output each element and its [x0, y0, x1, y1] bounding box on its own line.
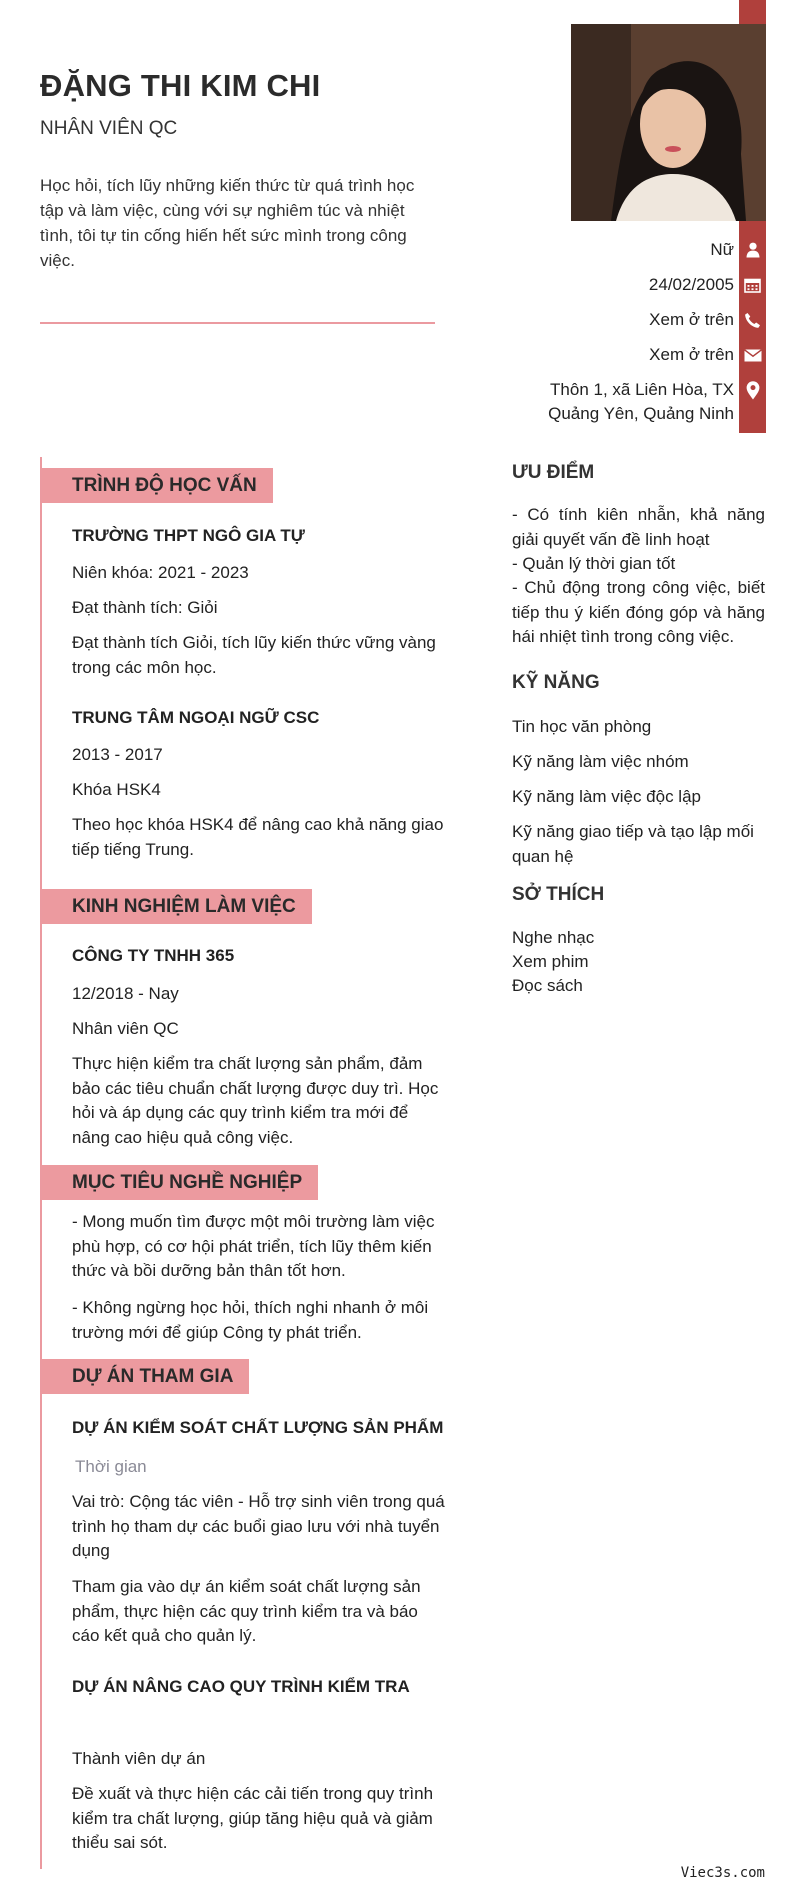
experience-desc: Thực hiện kiểm tra chất lượng sản phẩm, đảm bảo các tiêu chuẩn chất lượng được duy trì. Học hỏi và áp dụng các quy trình kiểm tra mới để nâng cao hiệu quả công việc.	[72, 1054, 439, 1147]
hobby-item: Đọc sách	[512, 976, 583, 995]
address-line-1: Thôn 1, xã Liên Hòa, TX	[550, 380, 734, 399]
header-divider	[40, 322, 435, 324]
summary-text: Học hỏi, tích lũy những kiến thức từ quá trình học tập và làm việc, cùng với sự nghiêm túc và nhiệt tình, tôi tự tin cống hiến hết sức mình trong công việc.	[40, 176, 415, 270]
project-role-2: Thành viên dự án	[72, 1749, 206, 1768]
profile-photo	[571, 24, 766, 221]
experience-company: CÔNG TY TNHH 365	[72, 946, 235, 965]
left-column-rule	[40, 457, 42, 1869]
project-name-2: DỰ ÁN NÂNG CAO QUY TRÌNH KIỂM TRA	[72, 1677, 410, 1696]
education-result-2: Khóa HSK4	[72, 780, 161, 799]
strengths-line-2: - Quản lý thời gian tốt	[512, 554, 676, 573]
skills-heading: KỸ NĂNG	[512, 672, 600, 693]
gender-value: Nữ	[710, 240, 734, 259]
strengths-line-3: - Chủ động trong công việc, biết tiếp thu ý kiến đóng góp và hăng hái nhiệt tình trong công việc.	[512, 578, 765, 646]
hobby-item: Xem phim	[512, 952, 589, 971]
project-desc-1: Tham gia vào dự án kiểm soát chất lượng sản phẩm, thực hiện các quy trình kiểm tra và báo cáo kết quả cho quản lý.	[72, 1577, 421, 1645]
education-school-1: TRƯỜNG THPT NGÔ GIA TỰ	[72, 526, 305, 545]
skill-item: Kỹ năng làm việc độc lập	[512, 787, 701, 806]
education-period-1: Niên khóa: 2021 - 2023	[72, 563, 249, 582]
email-value: Xem ở trên	[649, 345, 734, 364]
education-school-2: TRUNG TÂM NGOẠI NGỮ CSC	[72, 708, 320, 727]
skill-item: Tin học văn phòng	[512, 717, 652, 736]
strengths-line-1: - Có tính kiên nhẫn, khả năng giải quyết vấn đề linh hoạt	[512, 505, 765, 549]
job-title: NHÂN VIÊN QC	[40, 118, 178, 139]
experience-heading: KINH NGHIỆM LÀM VIỆC	[42, 889, 312, 924]
objective-line-1: - Mong muốn tìm được một môi trường làm việc phù hợp, có cơ hội phát triển, tích lũy thêm kiến thức và bồi dưỡng bản thân tốt hơn.	[72, 1212, 435, 1280]
person-icon	[739, 238, 766, 262]
candidate-name: ĐẶNG THI KIM CHI	[40, 68, 321, 103]
phone-icon	[739, 308, 766, 332]
experience-position: Nhân viên QC	[72, 1019, 179, 1038]
hobbies-heading: SỞ THÍCH	[512, 884, 605, 905]
birthday-value: 24/02/2005	[648, 275, 734, 294]
mail-icon	[739, 343, 766, 367]
objective-heading: MỤC TIÊU NGHỀ NGHIỆP	[42, 1165, 318, 1200]
strengths-heading: ƯU ĐIỂM	[512, 462, 595, 483]
project-time-1: Thời gian	[75, 1457, 147, 1476]
education-period-2: 2013 - 2017	[72, 745, 163, 764]
phone-value: Xem ở trên	[649, 310, 734, 329]
education-desc-1: Đạt thành tích Giỏi, tích lũy kiến thức vững vàng trong các môn học.	[72, 633, 436, 677]
projects-heading: DỰ ÁN THAM GIA	[42, 1359, 249, 1394]
project-role-1: Vai trò: Cộng tác viên - Hỗ trợ sinh viên trong quá trình họ tham dự các buổi giao lưu với nhà tuyển dụng	[72, 1492, 445, 1560]
education-desc-2: Theo học khóa HSK4 để nâng cao khả năng giao tiếp tiếng Trung.	[72, 815, 444, 859]
address-line-2: Quảng Yên, Quảng Ninh	[548, 404, 734, 423]
hobby-item: Nghe nhạc	[512, 928, 595, 947]
location-pin-icon	[739, 378, 766, 402]
objective-line-2: - Không ngừng học hỏi, thích nghi nhanh ở môi trường mới để giúp Công ty phát triển.	[72, 1298, 429, 1342]
education-heading: TRÌNH ĐỘ HỌC VẤN	[42, 468, 273, 503]
project-desc-2: Đề xuất và thực hiện các cải tiến trong quy trình kiểm tra chất lượng, giúp tăng hiệu quả và giảm thiểu sai sót.	[72, 1784, 434, 1852]
calendar-icon	[739, 273, 766, 297]
project-name-1: DỰ ÁN KIỂM SOÁT CHẤT LƯỢNG SẢN PHẨM	[72, 1418, 444, 1437]
watermark-text: Viec3s.com	[680, 1865, 765, 1881]
education-result-1: Đạt thành tích: Giỏi	[72, 598, 218, 617]
skill-item: Kỹ năng giao tiếp và tạo lập mối quan hệ	[512, 822, 754, 866]
experience-period: 12/2018 - Nay	[72, 984, 179, 1003]
skill-item: Kỹ năng làm việc nhóm	[512, 752, 689, 771]
